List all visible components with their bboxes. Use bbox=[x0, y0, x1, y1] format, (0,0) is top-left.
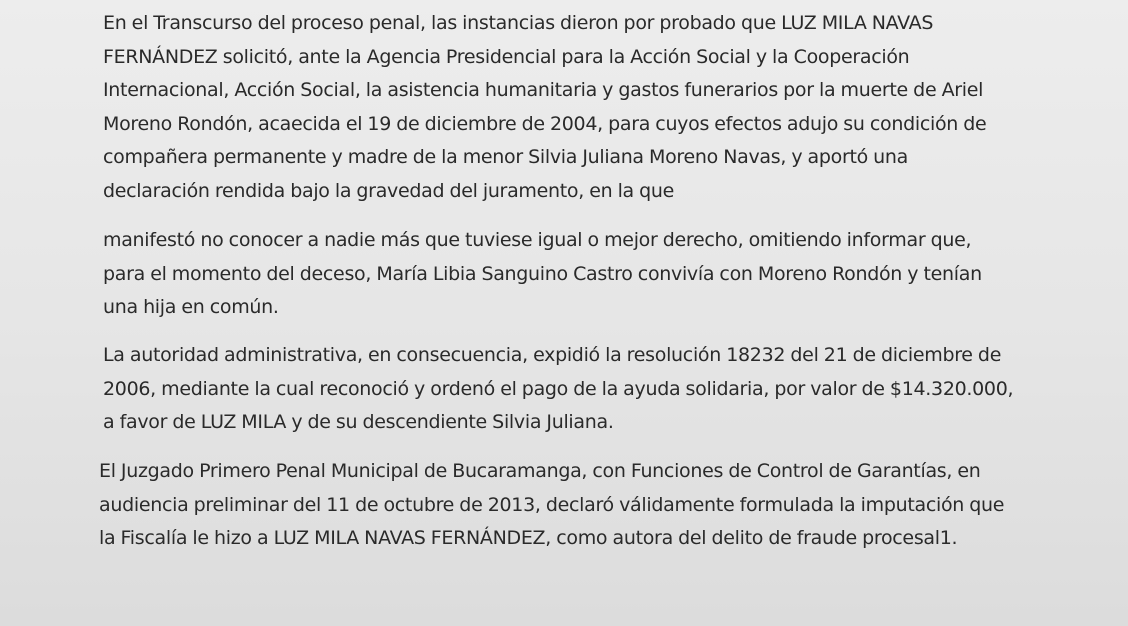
text-line: a favor de LUZ MILA y de su descendiente Silvia Juliana. bbox=[103, 411, 614, 433]
text-line: FERNÁNDEZ solicitó, ante la Agencia Presidencial para la Acción Social y la Cooperación bbox=[103, 45, 910, 68]
text-line: El Juzgado Primero Penal Municipal de Bucaramanga, con Funciones de Control de Garantías, en bbox=[99, 460, 981, 482]
paragraph-resolucion bbox=[103, 339, 1113, 440]
text-line: manifestó no conocer a nadie más que tuviese igual o mejor derecho, omitiendo informar que, bbox=[103, 229, 972, 251]
text-line: 2006, mediante la cual reconoció y ordenó el pago de la ayuda solidaria, por valor de $14.320.000, bbox=[103, 377, 1014, 400]
text-line: para el momento del deceso, María Libia Sanguino Castro convivía con Moreno Rondón y tenían bbox=[103, 262, 982, 285]
text-line: La autoridad administrativa, en consecuencia, expidió la resolución 18232 del 21 de diciembre de bbox=[103, 344, 1002, 366]
paragraph-omision bbox=[103, 224, 1113, 325]
paragraph-imputacion bbox=[99, 455, 1109, 556]
text-line: compañera permanente y madre de la menor Silvia Juliana Moreno Navas, y aportó una bbox=[103, 146, 909, 168]
text-line: declaración rendida bajo la gravedad del juramento, en la que bbox=[103, 179, 675, 202]
text-line: la Fiscalía le hizo a LUZ MILA NAVAS FERNÁNDEZ, como autora del delito de fraude procesal1. bbox=[99, 527, 958, 549]
text-line: En el Transcurso del proceso penal, las instancias dieron por probado que LUZ MILA NAVAS bbox=[103, 12, 934, 34]
paragraph-proceso-penal bbox=[103, 7, 1113, 208]
text-line: Moreno Rondón, acaecida el 19 de diciembre de 2004, para cuyos efectos adujo su condición de bbox=[103, 112, 987, 135]
text-line: audiencia preliminar del 11 de octubre de 2013, declaró válidamente formulada la imputación que bbox=[99, 493, 1005, 516]
text-line: Internacional, Acción Social, la asistencia humanitaria y gastos funerarios por la muerte de Ariel bbox=[103, 79, 984, 101]
text-line: una hija en común. bbox=[103, 296, 279, 318]
